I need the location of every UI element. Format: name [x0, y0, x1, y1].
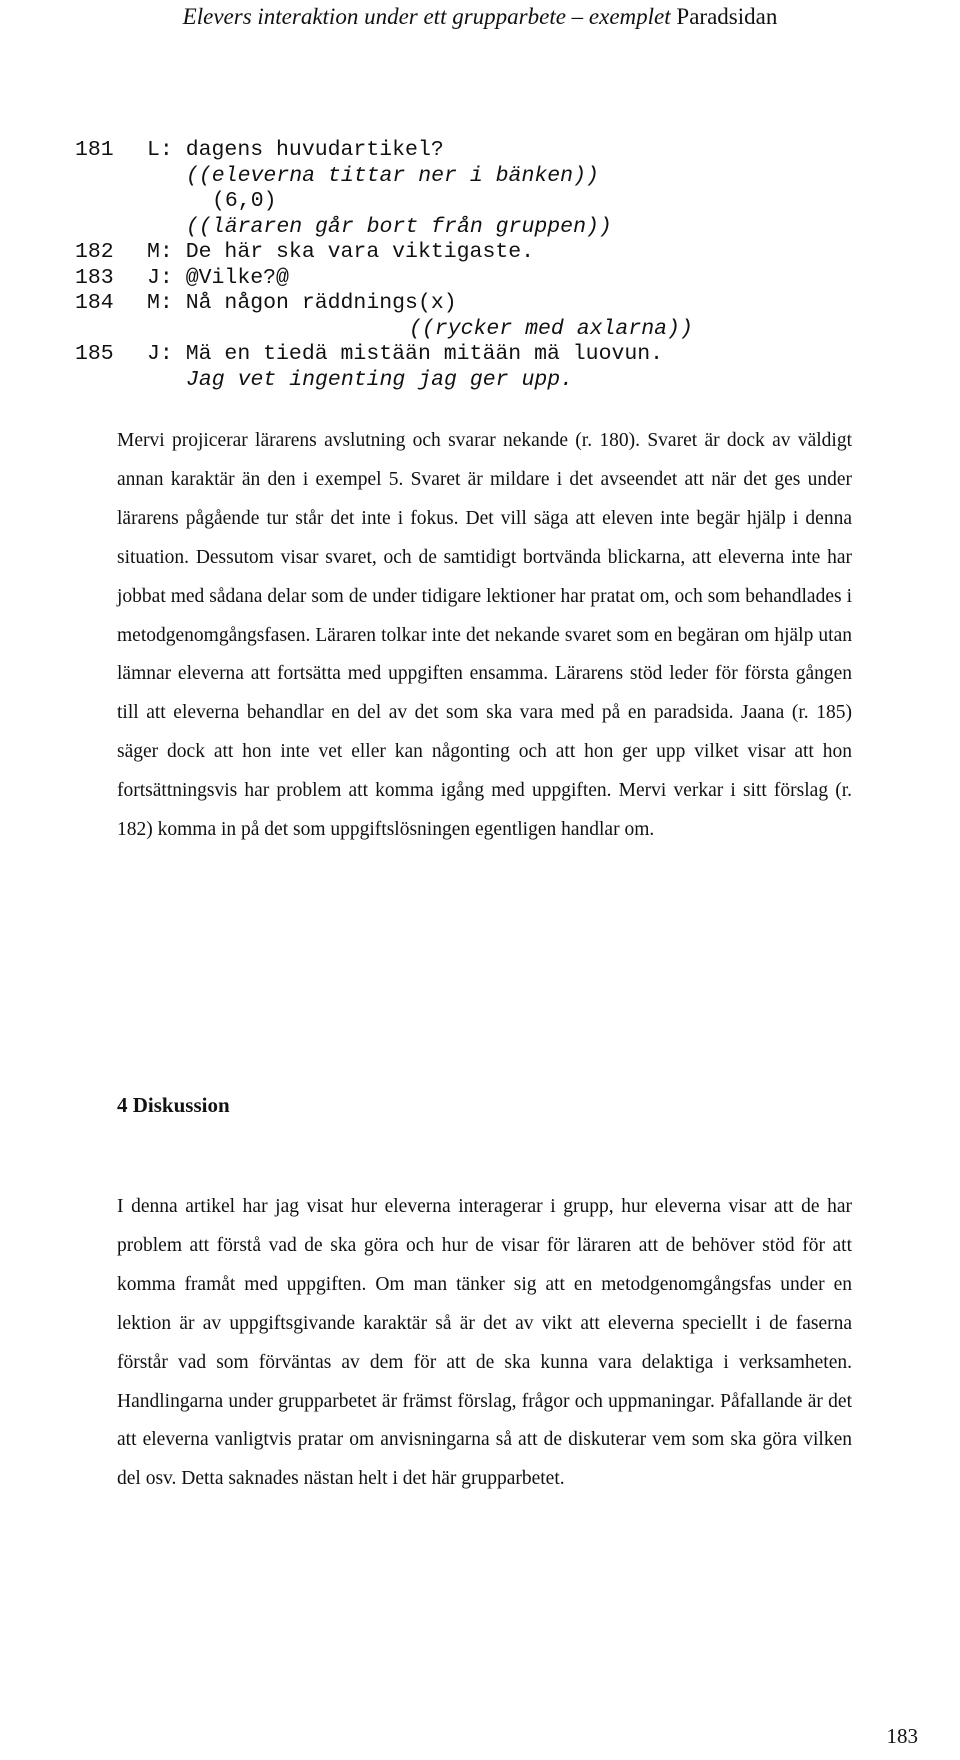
transcript-line: [75, 138, 915, 164]
line-text: (6,0): [212, 189, 277, 213]
transcript-line: [75, 342, 915, 368]
line-text: J: @Vilke?@: [147, 265, 289, 290]
transcript-line: [75, 368, 915, 394]
transcript-line: [75, 240, 915, 266]
line-text: M: Nå någon räddnings(x): [147, 291, 457, 315]
line-text: ((rycker med axlarna)): [409, 316, 693, 341]
section-heading: 4 Diskussion: [117, 1093, 230, 1117]
running-head-title-italic: Elevers interaktion under ett grupparbete – exemplet: [182, 4, 671, 29]
transcript-line: [75, 215, 915, 241]
line-number: 184: [75, 291, 114, 315]
page-number: 183: [886, 1724, 918, 1748]
discussion-paragraph: I denna artikel har jag visat hur eleverna interagerar i grupp, hur eleverna visar att de har problem att förstå vad de ska göra och hur de visar för läraren att de behöver stöd för att komma framåt med uppgiften. Om man tänker sig att en metodgenomgångsfas under en lektion är av uppgiftsgivande karaktär så är det av vikt att eleverna speciellt i de faserna förstår vad som förväntas av dem för att de ska kunna vara delaktiga i verksamheten. Handlingarna under grupparbetet är främst förslag, frågor och uppmaningar. Påfallande är det att eleverna vanligtvis pratar om anvisningarna så att de diskuterar vem som ska göra vilken del osv. Detta saknades nästan helt i det här grupparbetet.: [117, 1196, 852, 1490]
running-head-title-plain: Paradsidan: [676, 4, 778, 29]
line-text: Jag vet ingenting jag ger upp.: [186, 367, 574, 392]
transcript-line: [75, 317, 915, 343]
line-text: J: Mä en tiedä mistään mitään mä luovun.: [147, 342, 664, 366]
transcript-line: [75, 164, 915, 190]
line-number: 182: [75, 240, 114, 264]
line-number: 185: [75, 342, 114, 366]
line-text: L: dagens huvudartikel?: [147, 138, 444, 162]
running-head: [0, 2, 960, 32]
line-text: M: De här ska vara viktigaste.: [147, 240, 535, 264]
line-text: ((läraren går bort från gruppen)): [186, 214, 612, 239]
line-text: ((eleverna tittar ner i bänken)): [186, 163, 599, 188]
transcript-excerpt: [75, 138, 915, 393]
transcript-line: [75, 291, 915, 317]
analysis-paragraph: Mervi projicerar lärarens avslutning och svarar nekande (r. 180). Svaret är dock av väldigt annan karaktär än den i exempel 5. Svaret är mildare i det avseendet att när det ges under lärarens pågående tur står det inte i fokus. Det vill säga att eleven inte begär hjälp i denna situation. Dessutom visar svaret, och de samtidigt bortvända blickarna, att eleverna inte har jobbat med sådana delar som de under tidigare lektioner har pratat om, och som behandlades i metodgenomgångsfasen. Läraren tolkar inte det nekande svaret som en begäran om hjälp utan lämnar eleverna att fortsätta med uppgiften ensamma. Lärarens stöd leder för första gången till att eleverna behandlar en del av det som ska vara med på en paradsida. Jaana (r. 185) säger dock att hon inte vet eller kan någonting och att hon ger upp vilket visar att hon fortsättningsvis har problem att komma igång med uppgiften. Mervi verkar i sitt förslag (r. 182) komma in på det som uppgiftslösningen egentligen handlar om.: [117, 430, 852, 841]
transcript-line: [75, 266, 915, 292]
line-number: 181: [75, 138, 114, 162]
line-number: 183: [75, 265, 114, 290]
transcript-line: [75, 189, 915, 215]
